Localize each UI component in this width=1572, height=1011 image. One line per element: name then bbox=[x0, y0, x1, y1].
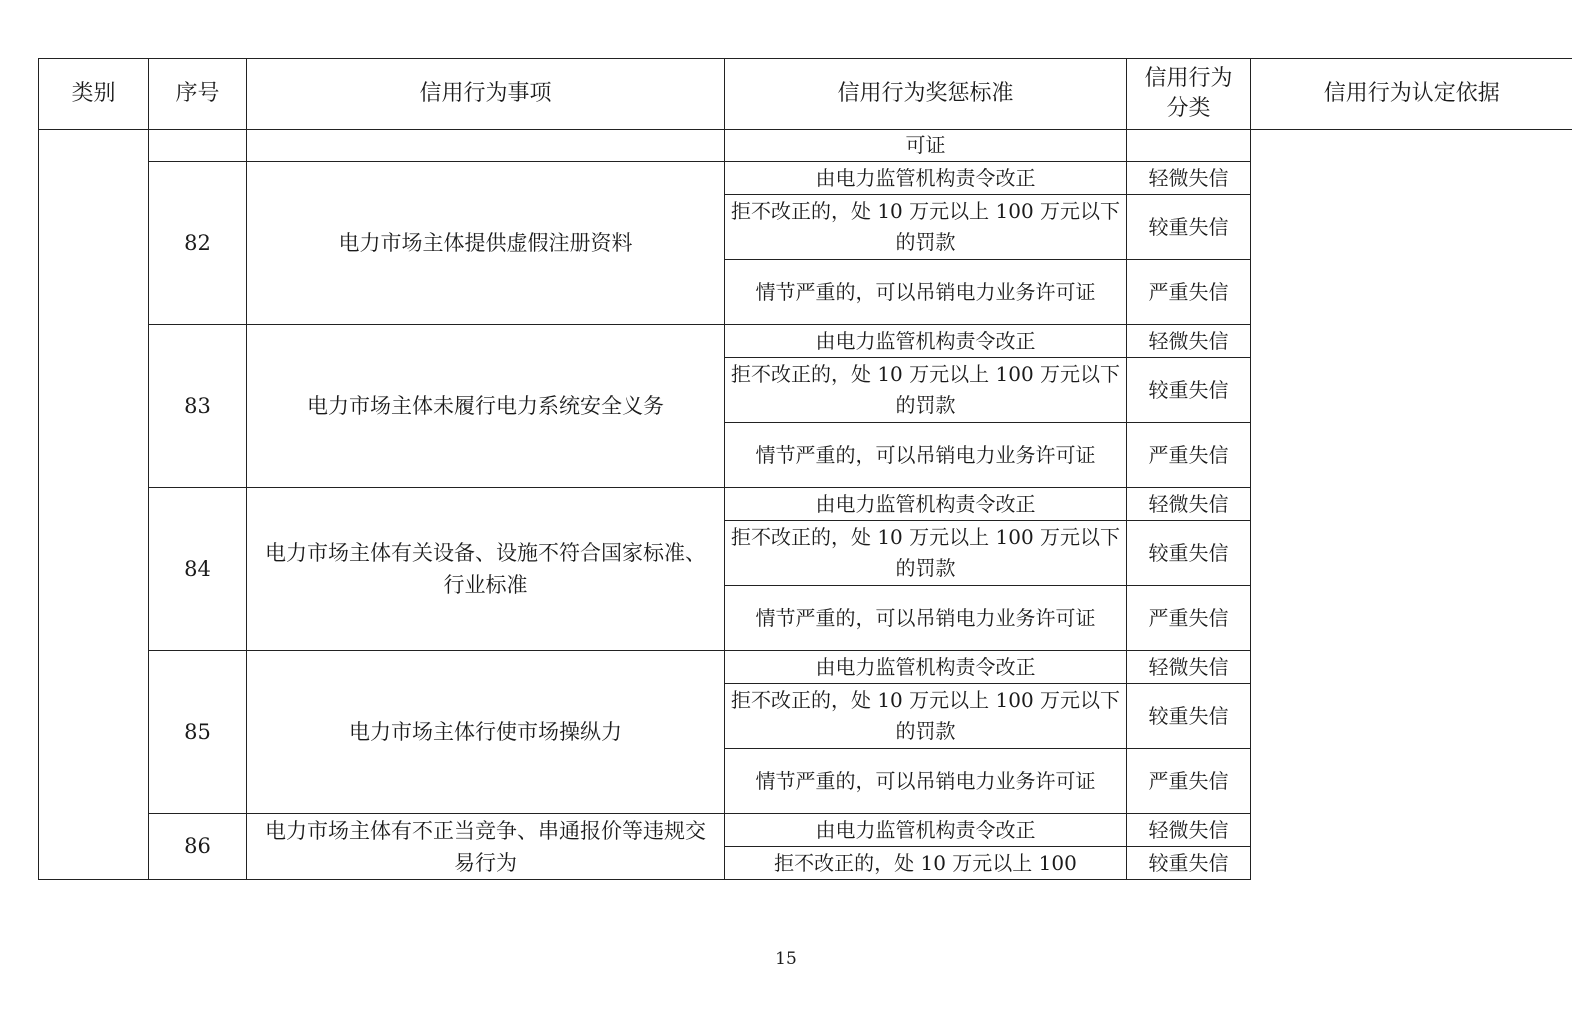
classification-cell: 严重失信 bbox=[1127, 586, 1251, 651]
standard-cell: 拒不改正的，处 10 万元以上 100 万元以下的罚款 bbox=[725, 195, 1127, 260]
category-cell bbox=[39, 130, 149, 880]
standard-cell: 情节严重的，可以吊销电力业务许可证 bbox=[725, 423, 1127, 488]
classification-cell: 严重失信 bbox=[1127, 260, 1251, 325]
classification-cell: 较重失信 bbox=[1127, 358, 1251, 423]
classification-cell: 轻微失信 bbox=[1127, 325, 1251, 358]
matter-cell: 电力市场主体有不正当竞争、串通报价等违规交易行为 bbox=[247, 814, 725, 880]
header-seq: 序号 bbox=[149, 59, 247, 130]
standard-cell: 可证 bbox=[725, 130, 1127, 162]
standard-cell: 情节严重的，可以吊销电力业务许可证 bbox=[725, 260, 1127, 325]
seq-cell bbox=[149, 130, 247, 162]
standard-cell: 由电力监管机构责令改正 bbox=[725, 325, 1127, 358]
standard-cell: 拒不改正的，处 10 万元以上 100 万元以下的罚款 bbox=[725, 684, 1127, 749]
standard-cell: 拒不改正的，处 10 万元以上 100 万元以下的罚款 bbox=[725, 358, 1127, 423]
seq-cell: 83 bbox=[149, 325, 247, 488]
classification-cell: 严重失信 bbox=[1127, 423, 1251, 488]
credit-behavior-table bbox=[38, 58, 1572, 880]
table-header-row bbox=[39, 59, 1572, 130]
classification-cell: 严重失信 bbox=[1127, 749, 1251, 814]
standard-cell: 由电力监管机构责令改正 bbox=[725, 488, 1127, 521]
classification-cell: 较重失信 bbox=[1127, 684, 1251, 749]
standard-cell: 情节严重的，可以吊销电力业务许可证 bbox=[725, 586, 1127, 651]
classification-cell: 较重失信 bbox=[1127, 195, 1251, 260]
header-basis: 信用行为认定依据 bbox=[1251, 59, 1572, 130]
matter-cell: 电力市场主体未履行电力系统安全义务 bbox=[247, 325, 725, 488]
classification-cell: 较重失信 bbox=[1127, 847, 1251, 880]
classification-cell: 轻微失信 bbox=[1127, 488, 1251, 521]
standard-cell: 由电力监管机构责令改正 bbox=[725, 651, 1127, 684]
matter-cell: 电力市场主体有关设备、设施不符合国家标准、行业标准 bbox=[247, 488, 725, 651]
standard-cell: 情节严重的，可以吊销电力业务许可证 bbox=[725, 749, 1127, 814]
standard-cell: 由电力监管机构责令改正 bbox=[725, 814, 1127, 847]
basis-cell bbox=[1251, 130, 1572, 880]
seq-cell: 84 bbox=[149, 488, 247, 651]
classification-cell: 较重失信 bbox=[1127, 521, 1251, 586]
standard-cell: 由电力监管机构责令改正 bbox=[725, 162, 1127, 195]
matter-cell bbox=[247, 130, 725, 162]
matter-cell: 电力市场主体行使市场操纵力 bbox=[247, 651, 725, 814]
matter-cell: 电力市场主体提供虚假注册资料 bbox=[247, 162, 725, 325]
header-standard: 信用行为奖惩标准 bbox=[725, 59, 1127, 130]
classification-cell bbox=[1127, 130, 1251, 162]
standard-cell: 拒不改正的，处 10 万元以上 100 bbox=[725, 847, 1127, 880]
page-number: 15 bbox=[775, 949, 797, 969]
classification-cell: 轻微失信 bbox=[1127, 162, 1251, 195]
header-category: 类别 bbox=[39, 59, 149, 130]
header-classification: 信用行为分类 bbox=[1127, 59, 1251, 130]
standard-cell: 拒不改正的，处 10 万元以上 100 万元以下的罚款 bbox=[725, 521, 1127, 586]
seq-cell: 82 bbox=[149, 162, 247, 325]
seq-cell: 86 bbox=[149, 814, 247, 880]
classification-cell: 轻微失信 bbox=[1127, 814, 1251, 847]
continuation-row bbox=[39, 130, 1572, 162]
seq-cell: 85 bbox=[149, 651, 247, 814]
classification-cell: 轻微失信 bbox=[1127, 651, 1251, 684]
header-matter: 信用行为事项 bbox=[247, 59, 725, 130]
